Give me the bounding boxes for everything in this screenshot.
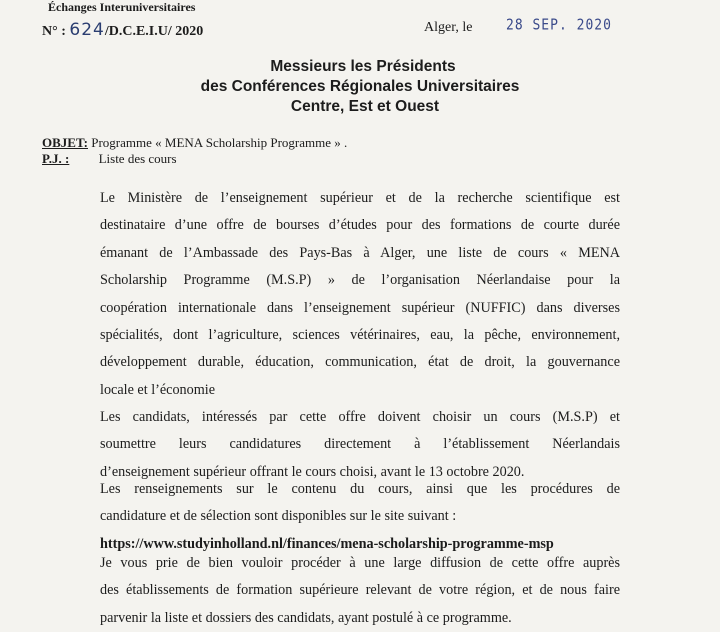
paragraph-line: développement durable, éducation, communication, état de droit, la gouvernance <box>100 354 620 371</box>
addressee-line-2: des Conférences Régionales Universitaires <box>200 78 520 95</box>
addressee-line-1: Messieurs les Présidents <box>270 58 456 75</box>
paragraph-line: Le Ministère de l’enseignement supérieur et de la recherche scientifique est <box>100 190 620 206</box>
objet-text: Programme « MENA Scholarship Programme » . <box>91 135 348 150</box>
ref-prefix: N° : <box>42 24 66 39</box>
paragraph-line: émanant de l’Ambassade des Pays-Bas à Alger, une liste de cours « MENA <box>100 244 620 261</box>
paragraph-line: spécialités, dont l’agriculture, sciences vétérinaires, eau, la pêche, environnement, <box>100 326 620 343</box>
service-name: Échanges Interuniversitaires <box>48 0 196 14</box>
pj-text: Liste des cours <box>98 151 177 166</box>
paragraph-line: parvenir la liste et dossiers des candidats, ayant postulé à ce programme. <box>100 609 512 626</box>
ref-number-handwritten: 624 <box>69 20 105 40</box>
date-stamp: 28 SEP. 2020 <box>506 16 612 35</box>
paragraph-line: d’enseignement supérieur offrant le cours choisi, avant le 13 octobre 2020. <box>100 463 525 480</box>
pj-label: P.J. : <box>42 151 70 166</box>
addressee-line-3: Centre, Est et Ouest <box>290 98 440 115</box>
paragraph-line: Je vous prie de bien vouloir procéder à une large diffusion de cette offre auprès <box>100 555 620 571</box>
paragraph-line: coopération internationale dans l’enseignement supérieur (NUFFIC) dans diverses <box>100 299 620 316</box>
paragraph-line: locale et l’économie <box>100 381 216 398</box>
objet-label: OBJET: <box>42 135 88 150</box>
paragraph-line: destinataire d’une offre de bourses d’études pour des formations de courte durée <box>100 217 620 234</box>
paragraph-line: Scholarship Programme (M.S.P) » de l’organisation Néerlandaise pour la <box>100 272 620 289</box>
paragraph-1 <box>100 185 620 404</box>
paragraph-4 <box>100 550 620 632</box>
reference-number <box>42 20 203 40</box>
paragraph-line: soumettre leurs candidatures directement à l’établissement Néerlandais <box>100 436 620 453</box>
paragraph-line: candidature et de sélection sont disponibles sur le site suivant : <box>100 508 457 525</box>
paragraph-3 <box>100 476 620 558</box>
ref-suffix: /D.C.E.I.U/ 2020 <box>104 24 204 39</box>
attachment-line <box>42 151 177 167</box>
subject-line <box>42 135 347 151</box>
paragraph-line: des établissements de formation supérieure relevant de votre région, et de nous faire <box>100 582 620 599</box>
paragraph-line: Les candidats, intéressés par cette offre doivent choisir un cours (M.S.P) et <box>100 409 620 425</box>
place-date-label: Alger, le <box>424 20 473 35</box>
website-link[interactable]: https://www.studyinholland.nl/finances/mena-scholarship-programme-msp <box>100 535 554 552</box>
paragraph-line: Les renseignements sur le contenu du cours, ainsi que les procédures de <box>100 481 620 497</box>
paragraph-2 <box>100 404 620 486</box>
